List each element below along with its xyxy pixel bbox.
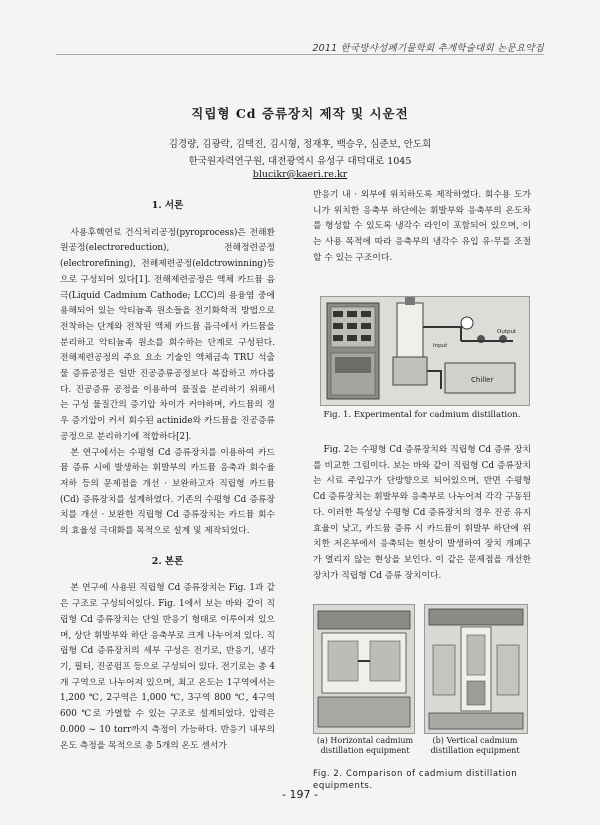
- body-paragraph-1-continued: 반응기 내 · 외부에 위치하도록 제작하였다. 회수용 도가니가 위치한 응축부 하단에는 휘발부와 응축부의 온도차를 형성할 수 있도록 냉각수 라인이 포함되어 있으며, 이는 사용 목적에 따라 응축부의 냉각수 유입 유·무를 조절할 수 있는 구조이다.: [313, 190, 531, 263]
- running-head: 2011 한국방사성폐기물학회 추계학술대회 논문요약집: [312, 43, 544, 54]
- figure-2a-photo: [313, 604, 415, 734]
- body-paragraph-2: Fig. 2는 수평형 Cd 증류장치와 직립형 Cd 증류 장치를 비교한 그림이다. 보는 바와 같이 직립형 Cd 증류장치는 시료 주입구가 단방향으로 되어있으며, 반면 수평형 Cd 증류장치는 휘발부와 응축부로 나누어져 각각 구동된다. 이러한 특성상 수평형 Cd 증류장치의 경우 진공 유지 효율이 낮고, 카드뮴 증류 시 카드뮴이 휘발부 하단에 위치한 저온부에서 응축되는 현상이 발생하여 장치 개폐구가 열리지 않는 현상을 보인다. 이 같은 문제점을 개선한 장치가 직립형 Cd 증류 장치이다.: [313, 445, 531, 581]
- right-column-bottom: [313, 443, 531, 584]
- fig1-label-chiller: Chiller: [471, 376, 494, 384]
- right-column-top: [313, 188, 531, 267]
- body-paragraph-1: 본 연구에 사용된 직립형 Cd 증류장치는 Fig. 1과 같은 구조로 구성되어있다. Fig. 1에서 보는 바와 같이 직립형 Cd 증류장치는 단일 반응기 형태로 이루어져 있으며, 상단 휘발부와 하단 응축부로 크게 나누어져 있다. 직립형 Cd 증류장치의 세부 구성은 전기로, 반응기, 냉각기, 필터, 진공펌프 등으로 구성되어 있다. 전기로는 총 4개 구역으로 나누어져 있으며, 최고 온도는 1구역에서는 1,200 ℃, 2구역은 1,000 ℃, 3구역 800 ℃, 4구역 600 ℃로 가열할 수 있는 구조로 설계되었다. 압력은 0.000 ~ 10 torr까지 측정이 가능하다. 반응기 내부의 온도 측정을 목적으로 총 5개의 온도 센서가: [60, 583, 275, 751]
- page-number: - 197 -: [282, 788, 318, 801]
- section-heading-body: 2. 본론: [151, 555, 184, 567]
- figure-2-caption: Fig. 2. Comparison of cadmium distillation equipments.: [313, 769, 518, 791]
- intro-paragraph-2: 본 연구에서는 수평형 Cd 증류장치를 이용하여 카드뮴 증류 시에 발생하는 휘발부의 카드뮴 응축과 회수율 저하 등의 문제점을 개선 · 보완하고자 직립형 카드뮴(Cd) 증류장치를 설계하였다. 기존의 수평형 Cd 증류장치를 개선 · 보완한 직립형 Cd 증류장치는 카드뮴 회수의 효율성 극대화를 목적으로 설계 및 제작되었다.: [60, 447, 275, 537]
- header-rule: [56, 54, 544, 55]
- figure-1-caption: Fig. 1. Experimental for cadmium distillation.: [323, 410, 521, 420]
- intro-paragraph-1: 사용후핵연료 건식처리공정(pyroprocess)은 전해환원공정(electroreduction), 전해정련공정(electrorefining), 전해제련공정(eldctrowinning)등으로 구성되어 있다[1]. 전해제련공정은 액체 카드뮴 음극(Liquid Cadmium Cathode; LCC)의 용융염 중에 용해되어 있는 악티늄족 원소들을 전기화학적 방법으로 전착하는 단계와 전착된 액체 카드뮴 음극에서 카드뮴을 분리하고 악티늄족 원소를 회수하는 단계로 구성된다. 전해제련공정의 주요 요소 기술인 액체금속 TRU 석출물 증류공정은 일반 진공증류공정보다 복잡하고 까다롭다. 진공증류 공정을 이용하여 물질을 분리하기 위해서는 구성 물질간의 증기압 차이가 커야하며, 카드뮴의 경우 증기압이 커서 회수된 actinide와 카드뮴을 진공증류 공정으로 분리하기에 적합하다[2].: [60, 227, 275, 442]
- fig1-label-output: Output: [497, 329, 517, 335]
- section-heading-intro: 1. 서론: [151, 200, 184, 211]
- figure-2a-caption: (a) Horizontal cadmium distillation equipment: [316, 736, 414, 755]
- paper-title: 직립형 Cd 증류장치 제작 및 시운전: [191, 106, 409, 121]
- author-email: blucikr@kaeri.re.kr: [252, 169, 348, 180]
- figure-1-photo: [320, 296, 530, 406]
- figure-2b-photo: [424, 604, 528, 734]
- left-column: [60, 188, 275, 754]
- figure-2b-caption: (b) Vertical cadmium distillation equipment: [430, 736, 520, 755]
- affiliation: 한국원자력연구원, 대전광역시 유성구 대덕대로 1045: [188, 156, 412, 167]
- fig1-label-input: Input: [433, 343, 448, 349]
- author-list: 김경량, 김광락, 김택진, 김시형, 정재후, 백승우, 심준보, 안도희: [168, 139, 432, 150]
